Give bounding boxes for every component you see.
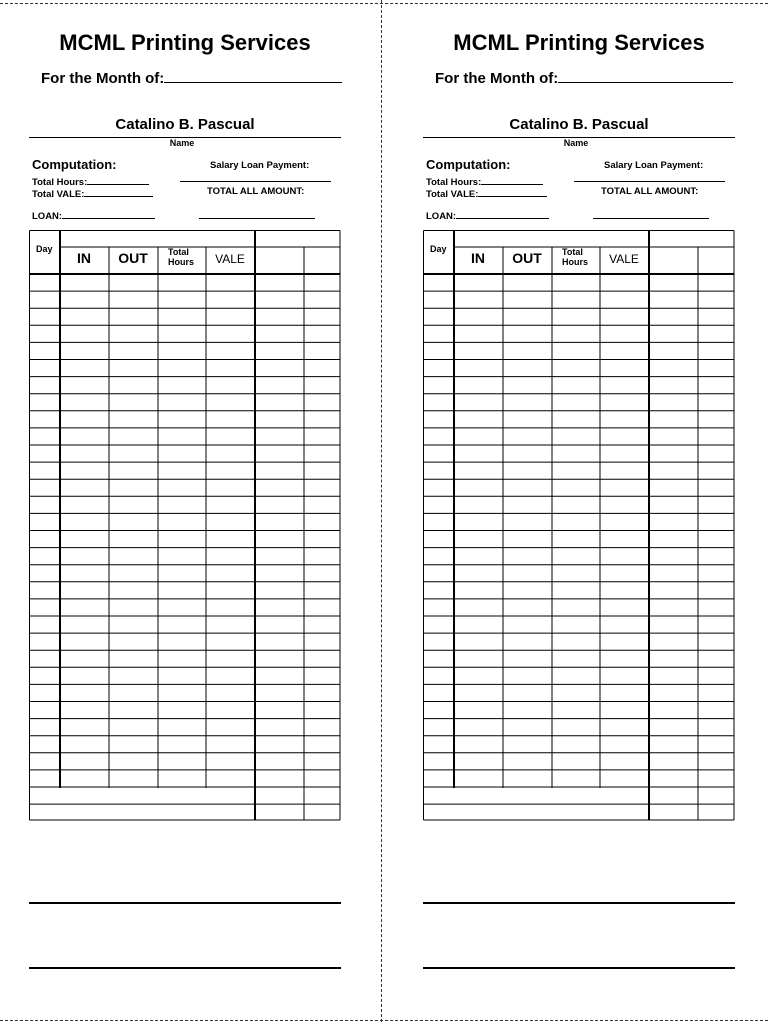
total-vale-blank	[84, 187, 153, 197]
total-vale-blank	[478, 187, 547, 197]
total-hours-label: Total Hours:	[426, 177, 482, 188]
cut-line-vertical	[381, 0, 382, 1022]
employee-name: Catalino B. Pascual	[115, 116, 255, 133]
col-header-total-hours	[168, 247, 194, 267]
month-blank	[164, 73, 342, 83]
signature-line-1	[423, 902, 735, 904]
total-hours-line1: Total	[168, 247, 189, 257]
cut-line-bottom	[0, 1020, 768, 1021]
col-header-day: Day	[430, 244, 447, 254]
col-header-vale: VALE	[215, 252, 245, 266]
signature-line-2	[423, 967, 735, 969]
col-header-in: IN	[77, 250, 91, 266]
loan-label: LOAN:	[32, 211, 63, 222]
month-label: For the Month of:	[435, 70, 559, 87]
loan-blank	[62, 209, 155, 219]
loan-label: LOAN:	[426, 211, 457, 222]
month-label: For the Month of:	[41, 70, 165, 87]
table-grid	[423, 230, 735, 822]
table-grid	[29, 230, 341, 822]
company-title: MCML Printing Services	[453, 30, 705, 55]
total-hours-blank	[481, 175, 543, 185]
computation-label: Computation:	[32, 157, 117, 172]
col-header-out: OUT	[118, 250, 148, 266]
loan-blank-2	[593, 218, 709, 219]
total-hours-line1: Total	[562, 247, 583, 257]
month-field	[435, 70, 733, 87]
total-hours-blank	[87, 175, 149, 185]
col-header-in: IN	[471, 250, 485, 266]
total-all-label: TOTAL ALL AMOUNT:	[601, 186, 699, 197]
salary-loan-blank	[574, 181, 725, 182]
name-caption: Name	[563, 138, 589, 148]
attendance-table	[423, 230, 735, 822]
col-header-out: OUT	[512, 250, 542, 266]
loan-field	[32, 209, 155, 222]
total-vale-field	[426, 187, 547, 200]
employee-name: Catalino B. Pascual	[509, 116, 649, 133]
timesheet-right	[423, 0, 735, 1020]
signature-line-2	[29, 967, 341, 969]
col-header-vale: VALE	[609, 252, 639, 266]
total-hours-line2: Hours	[562, 257, 589, 267]
col-header-day: Day	[36, 244, 53, 254]
name-caption: Name	[169, 138, 195, 148]
loan-field	[426, 209, 549, 222]
company-title: MCML Printing Services	[59, 30, 311, 55]
month-field	[41, 70, 342, 87]
total-vale-label: Total VALE:	[426, 189, 479, 200]
salary-loan-blank	[180, 181, 331, 182]
timesheet-left	[29, 0, 341, 1020]
total-hours-line2: Hours	[168, 257, 195, 267]
total-vale-label: Total VALE:	[32, 189, 85, 200]
total-all-label: TOTAL ALL AMOUNT:	[207, 186, 305, 197]
loan-blank-2	[199, 218, 315, 219]
col-header-total-hours	[562, 247, 588, 267]
computation-label: Computation:	[426, 157, 511, 172]
attendance-table	[29, 230, 341, 822]
month-blank	[558, 73, 733, 83]
salary-loan-label: Salary Loan Payment:	[210, 160, 310, 171]
signature-line-1	[29, 902, 341, 904]
salary-loan-label: Salary Loan Payment:	[604, 160, 704, 171]
loan-blank	[456, 209, 549, 219]
total-vale-field	[32, 187, 153, 200]
total-hours-label: Total Hours:	[32, 177, 88, 188]
